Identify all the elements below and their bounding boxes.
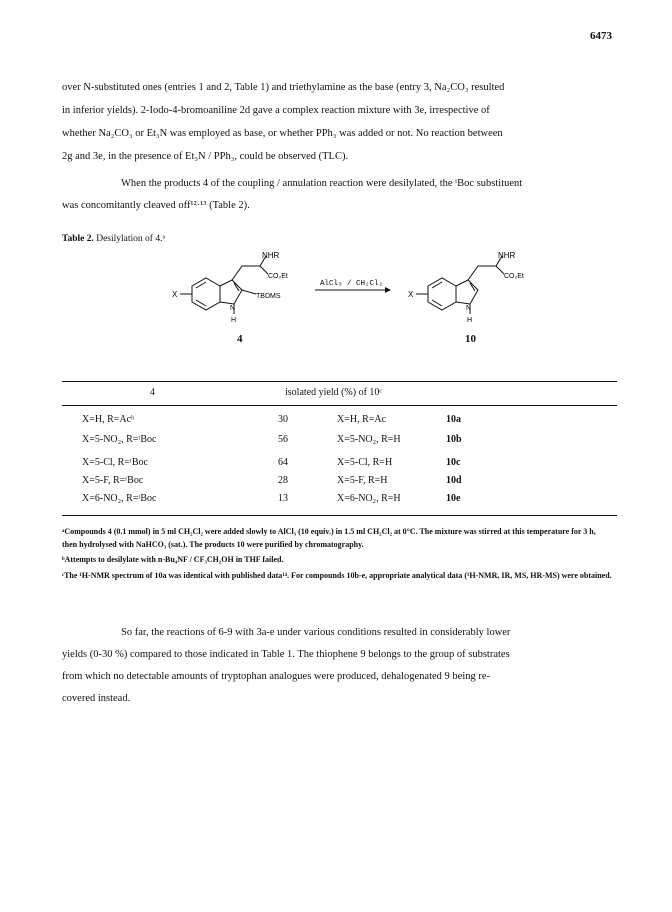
text-line: over N-substituted ones (entries 1 and 2, Table 1) and triethylamine as the base (entry 3, Na₂CO₃ resulted (62, 82, 505, 93)
text-line: from which no detectable amounts of tryptophan analogues were produced, dehalogenated 9 being re- (62, 671, 491, 682)
footnote-b: ᵇAttempts to desilylate with n-Bu₄NF / CF₃CH₂OH in THF failed. (62, 555, 284, 564)
h-label: H (231, 317, 237, 324)
yield-cell: 30 (278, 414, 288, 425)
co2et-label: CO₂Et (268, 273, 288, 280)
footnote-c: ᶜThe ¹H-NMR spectrum of 10a was identical with published data¹⁴. For compounds 10b-e, appropriate analytical data (¹H-NMR, IR, MS, HR-MS) were obtained. (62, 570, 612, 580)
product-id-cell: 10a (446, 414, 461, 425)
indole-structure-right (416, 256, 504, 314)
tbdms-label: TBDMS (256, 293, 281, 300)
product-cell: X=6-NO₂, R=H (337, 493, 401, 504)
co2et-label: CO₂Et (504, 273, 524, 280)
nhr-label: NHR (498, 251, 516, 260)
table-footnotes (62, 526, 612, 585)
text-line: was concomitantly cleaved off¹²·¹³ (Table 2). (62, 200, 250, 211)
product-cell: X=5-Cl, R=H (337, 457, 393, 468)
product-id-cell: 10e (446, 493, 461, 504)
x-label: X (172, 290, 178, 299)
text-line: yields (0-30 %) compared to those indicated in Table 1. The thiophene 9 belongs to the group of substrates (62, 649, 510, 660)
page-number: 6473 (590, 30, 612, 42)
indole-structure-left (180, 256, 268, 314)
n-label: N (466, 305, 472, 312)
nhr-label: NHR (262, 251, 280, 260)
text-line: 2g and 3e, in the presence of Et₃N / PPh₃, could be observed (TLC). (62, 151, 349, 162)
paragraph-1 (62, 76, 624, 168)
reaction-scheme (150, 250, 530, 350)
table-caption (62, 234, 165, 244)
table-rule-top (62, 381, 617, 382)
arrow-head (385, 287, 391, 293)
text-line: When the products 4 of the coupling / annulation reaction were desilylated, the ᵗBoc substituent (121, 178, 523, 189)
yield-cell: 64 (278, 457, 288, 468)
table-rule-mid (62, 405, 617, 406)
table-header-yield: isolated yield (%) of 10ᶜ (285, 387, 382, 398)
product-cell: X=5-F, R=H (337, 475, 388, 486)
yield-cell: 28 (278, 475, 288, 486)
text-line: covered instead. (62, 693, 131, 704)
h-label: H (467, 317, 473, 324)
reactant-cell: X=6-NO₂, R=ᵗBoc (82, 493, 157, 504)
reactant-cell: X=5-Cl, R=ᵗBoc (82, 457, 148, 468)
n-label: N (230, 305, 236, 312)
table-rule-bottom (62, 515, 617, 516)
table-label: Table 2. (62, 234, 94, 244)
text-line: So far, the reactions of 6-9 with 3a-e under various conditions resulted in considerably lower (121, 627, 511, 638)
table-title: Desilylation of 4.ᵃ (96, 234, 166, 244)
yield-cell: 13 (278, 493, 288, 504)
product-id-cell: 10c (446, 457, 461, 468)
compound-number-right: 10 (465, 333, 476, 345)
product-id-cell: 10b (446, 434, 462, 445)
compound-number-left: 4 (237, 333, 243, 345)
yield-cell: 56 (278, 434, 288, 445)
reagent-label: AlCl₃ / CH₂Cl₂ (320, 280, 384, 288)
table-header-reactant: 4 (150, 387, 155, 398)
text-line: in inferior yields). 2-Iodo-4-bromoaniline 2d gave a complex reaction mixture with 3e, irrespective of (62, 105, 490, 116)
x-label: X (408, 290, 414, 299)
footnote-a: ᵃCompounds 4 (0.1 mmol) in 5 ml CH₂Cl₂ were added slowly to AlCl₃ (10 equiv.) in 1.5 ml CH₂Cl₂ at 0°C. The mixture was stirred at this temperature for 3 h, then hydrolysed with NaHCO₃ (sat.). The products 10 were purified by chromatography. (62, 527, 596, 549)
text-line: whether Na₂CO₃ or Et₃N was employed as base, or whether PPh₃ was added or not. No reaction between (62, 128, 503, 139)
reactant-cell: X=5-NO₂, R=ᵗBoc (82, 434, 157, 445)
product-cell: X=H, R=Ac (337, 414, 387, 425)
product-id-cell: 10d (446, 475, 462, 486)
product-cell: X=5-NO₂, R=H (337, 434, 401, 445)
reactant-cell: X=H, R=Acᵇ (82, 414, 135, 425)
reactant-cell: X=5-F, R=ᵗBoc (82, 475, 144, 486)
paragraph-2 (62, 173, 624, 217)
paragraph-3 (62, 622, 624, 710)
